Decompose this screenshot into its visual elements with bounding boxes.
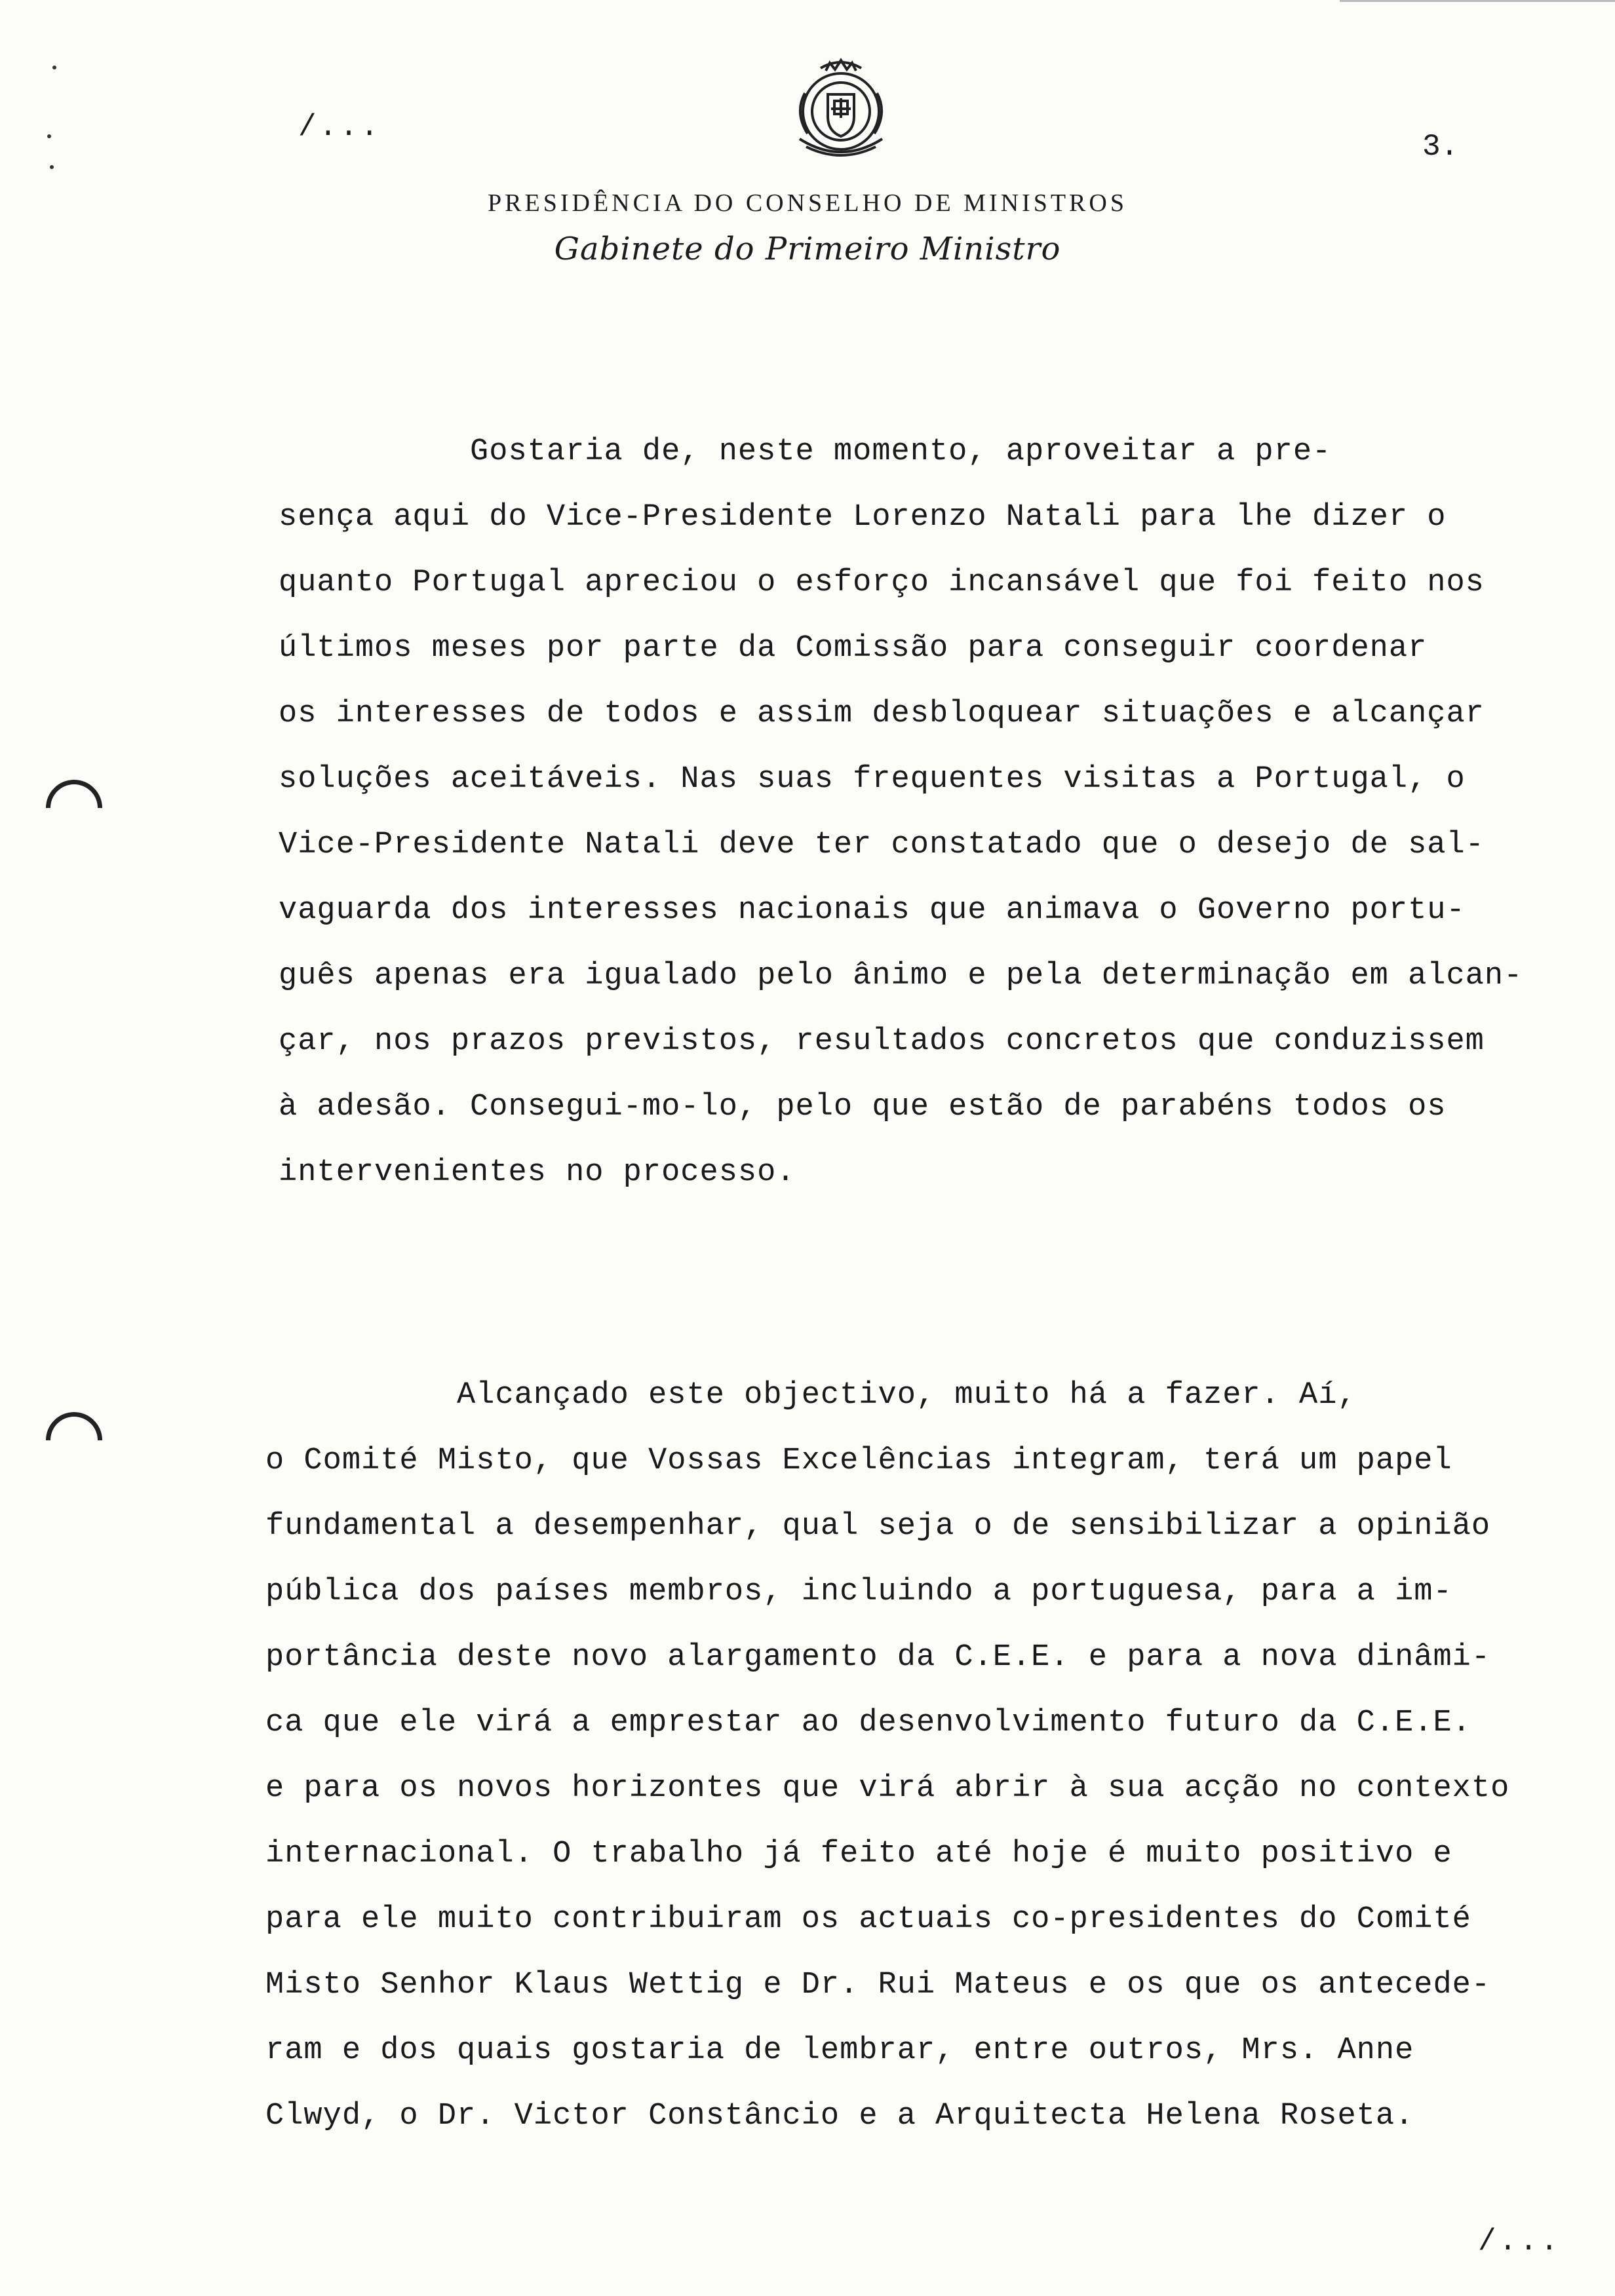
- text-line: quanto Portugal apreciou o esforço incansável que foi feito nos: [279, 565, 1485, 600]
- text-line: vaguarda dos interesses nacionais que animava o Governo portu-: [279, 893, 1466, 928]
- text-line: para ele muito contribuiram os actuais co-presidentes do Comité: [265, 1902, 1471, 1937]
- speck: [47, 134, 51, 138]
- text-line: çar, nos prazos previstos, resultados concretos que conduzissem: [279, 1024, 1485, 1059]
- text-line: Gostaria de, neste momento, aproveitar a pre-: [279, 434, 1332, 469]
- office-title: PRESIDÊNCIA DO CONSELHO DE MINISTROS: [488, 189, 1127, 217]
- text-line: portância deste novo alargamento da C.E.E. e para a nova dinâmi-: [265, 1640, 1491, 1675]
- page-number: 3.: [1422, 130, 1459, 164]
- text-line: o Comité Misto, que Vossas Excelências integram, terá um papel: [265, 1444, 1452, 1478]
- speck: [52, 66, 56, 69]
- text-line: fundamental a desempenhar, qual seja o de sensibilizar a opinião: [265, 1509, 1491, 1544]
- text-line: à adesão. Consegui-mo-lo, pelo que estão de parabéns todos os: [279, 1090, 1447, 1124]
- continuation-mark-bottom: /...: [1478, 2225, 1561, 2259]
- text-line: ca que ele virá a emprestar ao desenvolvimento futuro da C.E.E.: [265, 1706, 1471, 1740]
- text-line: Vice-Presidente Natali deve ter constatado que o desejo de sal-: [279, 828, 1485, 862]
- text-line: internacional. O trabalho já feito até hoje é muito positivo e: [265, 1837, 1452, 1871]
- top-edge-rule: [1340, 0, 1615, 2]
- text-line: Clwyd, o Dr. Victor Constâncio e a Arquitecta Helena Roseta.: [265, 2099, 1414, 2133]
- text-line: e para os novos horizontes que virá abrir à sua acção no contexto: [265, 1771, 1510, 1806]
- text-line: pública dos países membros, incluindo a portuguesa, para a im-: [265, 1575, 1452, 1609]
- binder-hole-icon: [34, 1400, 114, 1480]
- text-line: soluções aceitáveis. Nas suas frequentes visitas a Portugal, o: [279, 762, 1466, 797]
- text-line: ram e dos quais gostaria de lembrar, entre outros, Mrs. Anne: [265, 2033, 1414, 2068]
- text-line: Alcançado este objectivo, muito há a fazer. Aí,: [265, 1378, 1357, 1413]
- text-line: guês apenas era igualado pelo ânimo e pela determinação em alcan-: [279, 959, 1523, 993]
- speck: [50, 165, 54, 169]
- text-line: sença aqui do Vice-Presidente Lorenzo Natali para lhe dizer o: [279, 500, 1447, 535]
- continuation-mark-top: /...: [298, 110, 381, 144]
- coat-of-arms-icon: [780, 54, 902, 176]
- text-line: últimos meses por parte da Comissão para conseguir coordenar: [279, 631, 1428, 666]
- binder-hole-icon: [34, 768, 114, 848]
- cabinet-subtitle: Gabinete do Primeiro Ministro: [554, 231, 1061, 267]
- text-line: intervenientes no processo.: [279, 1155, 796, 1190]
- text-line: os interesses de todos e assim desbloquear situações e alcançar: [279, 697, 1485, 731]
- paragraph-2: [265, 1363, 1509, 2149]
- text-line: Misto Senhor Klaus Wettig e Dr. Rui Mateus e os que os antecede-: [265, 1968, 1491, 2002]
- paragraph-1: [279, 419, 1523, 1206]
